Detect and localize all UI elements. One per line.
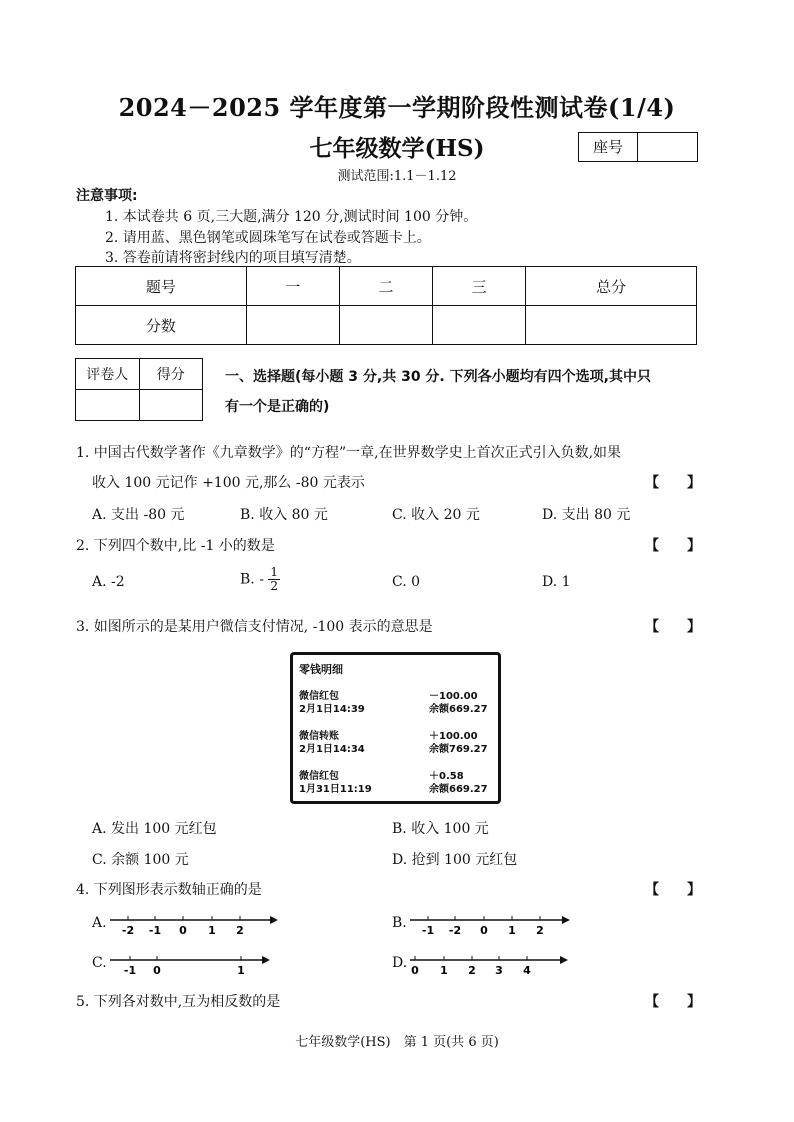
tick-label: -1 (148, 924, 162, 937)
question-1-text: 1. 中国古代数学著作《九章数学》的“方程”一章,在世界数学史上首次正式引入负数,如果 (76, 445, 622, 461)
score-cell[interactable] (526, 306, 697, 345)
option-c[interactable]: C. 余额 100 元 (92, 852, 189, 868)
tick-label: 0 (179, 924, 187, 937)
section-heading-line: 有一个是正确的) (225, 399, 330, 415)
notice-item: 3. 答卷前请将密封线内的项目填写清楚。 (105, 250, 361, 266)
option-d[interactable]: D. 支出 80 元 (542, 507, 631, 523)
score-cell[interactable] (433, 306, 526, 345)
notice-item: 2. 请用蓝、黑色钢笔或圆珠笔写在试卷或答题卡上。 (105, 230, 431, 246)
tick-label: 1 (440, 964, 448, 977)
answer-bracket[interactable]: 【 】 (645, 475, 701, 491)
question-2-text: 2. 下列四个数中,比 -1 小的数是 (76, 538, 275, 554)
fraction (268, 566, 280, 593)
tick-label: 1 (208, 924, 216, 937)
number-line-a[interactable] (110, 910, 280, 940)
tick-label: -1 (421, 924, 435, 937)
option-d-label[interactable]: D. (392, 955, 408, 971)
score-cell[interactable] (246, 306, 339, 345)
option-c[interactable]: C. 0 (392, 574, 421, 590)
score-table-header: 三 (433, 267, 526, 306)
wechat-change-details-panel (290, 652, 501, 804)
option-c[interactable]: C. 收入 20 元 (392, 507, 480, 523)
score-table-header: 二 (339, 267, 432, 306)
option-d[interactable]: D. 抢到 100 元红包 (392, 852, 518, 868)
grader-cell[interactable] (76, 390, 140, 421)
section-heading-line: 一、选择题(每小题 3 分,共 30 分. 下列各小题均有四个选项,其中只 (225, 369, 651, 385)
question-1-text-cont: 收入 100 元记作 +100 元,那么 -80 元表示 (92, 475, 365, 491)
option-b[interactable]: B. 收入 80 元 (240, 507, 328, 523)
question-4-text: 4. 下列图形表示数轴正确的是 (76, 882, 262, 898)
seat-label: 座号 (579, 133, 638, 161)
score-cell[interactable] (339, 306, 432, 345)
tick-label: 1 (508, 924, 516, 937)
tick-label: 3 (495, 964, 503, 977)
option-a[interactable]: A. 支出 -80 元 (92, 507, 185, 523)
tick-label: 0 (411, 964, 419, 977)
notice-item: 1. 本试卷共 6 页,三大题,满分 120 分,测试时间 100 分钟。 (105, 209, 478, 225)
option-b[interactable]: B. 收入 100 元 (392, 821, 489, 837)
grader-label: 评卷人 (76, 359, 140, 390)
seat-number-box (578, 132, 698, 162)
tick-label: 2 (536, 924, 544, 937)
transaction-name: 微信红包 (299, 771, 339, 782)
question-3-text: 3. 如图所示的是某用户微信支付情况, -100 表示的意思是 (76, 619, 433, 635)
fraction-numerator: 1 (270, 565, 279, 579)
score-table-header: 总分 (526, 267, 697, 306)
option-a-label[interactable]: A. (92, 915, 107, 931)
score-row-label: 分数 (76, 306, 247, 345)
number-line-d[interactable] (410, 950, 575, 980)
transaction-amount: －100.00 (429, 691, 478, 702)
section-heading (225, 362, 705, 422)
tick-label: 1 (237, 964, 245, 977)
option-b-label[interactable]: B. (392, 915, 407, 931)
score-table-header: 题号 (76, 267, 247, 306)
number-line-b[interactable] (410, 910, 575, 940)
tick-label: 4 (523, 964, 531, 977)
tick-label: -2 (121, 924, 135, 937)
transaction-balance: 余额669.27 (429, 784, 488, 795)
page-footer: 七年级数学(HS) 第 1 页(共 6 页) (295, 1035, 499, 1050)
transaction-time: 2月1日14:39 (299, 704, 365, 715)
option-b[interactable] (240, 566, 280, 593)
option-a[interactable]: A. 发出 100 元红包 (92, 821, 217, 837)
option-b-prefix: B. - (240, 571, 264, 588)
transaction-time: 1月31日11:19 (299, 784, 372, 795)
tick-label: 0 (153, 964, 161, 977)
tick-label: -2 (448, 924, 462, 937)
tick-label: 2 (468, 964, 476, 977)
grader-table (75, 358, 203, 421)
tick-label: -1 (123, 964, 137, 977)
transaction-name: 微信转账 (299, 731, 339, 742)
number-line-c[interactable] (110, 950, 280, 980)
fraction-denominator: 2 (270, 579, 279, 593)
notice-heading: 注意事项: (76, 188, 138, 204)
panel-title: 零钱明细 (299, 663, 343, 676)
seat-number-field[interactable] (638, 133, 697, 161)
answer-bracket[interactable]: 【 】 (645, 538, 701, 554)
option-a[interactable]: A. -2 (92, 574, 125, 590)
transaction-balance: 余额769.27 (429, 744, 488, 755)
page-title: 2024－2025 学年度第一学期阶段性测试卷(1/4) (118, 93, 676, 122)
option-c-label[interactable]: C. (92, 955, 107, 971)
transaction-name: 微信红包 (299, 691, 339, 702)
transaction-amount: ＋100.00 (429, 731, 478, 742)
question-5-text: 5. 下列各对数中,互为相反数的是 (76, 994, 281, 1010)
answer-bracket[interactable]: 【 】 (645, 619, 701, 635)
score-cell[interactable] (139, 390, 203, 421)
subject-title: 七年级数学(HS) (309, 135, 485, 162)
option-d[interactable]: D. 1 (542, 574, 571, 590)
test-scope: 测试范围:1.1－1.12 (337, 169, 457, 184)
tick-label: 0 (480, 924, 488, 937)
answer-bracket[interactable]: 【 】 (645, 994, 701, 1010)
tick-label: 2 (236, 924, 244, 937)
transaction-balance: 余额669.27 (429, 704, 488, 715)
score-label: 得分 (139, 359, 203, 390)
score-table (75, 266, 697, 345)
score-table-header: 一 (246, 267, 339, 306)
transaction-time: 2月1日14:34 (299, 744, 365, 755)
answer-bracket[interactable]: 【 】 (645, 882, 701, 898)
transaction-amount: ＋0.58 (429, 771, 464, 782)
